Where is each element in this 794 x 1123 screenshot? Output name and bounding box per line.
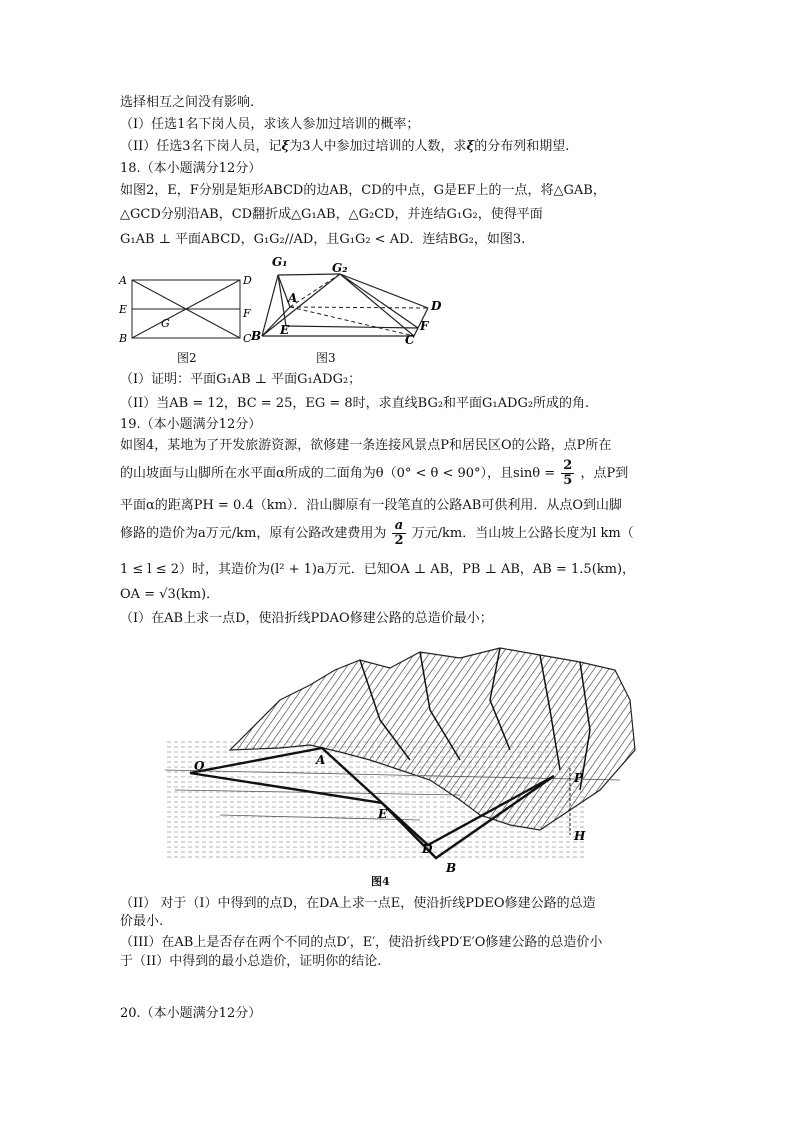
label-a: A	[119, 274, 127, 287]
q18-text-1: 如图2，E，F分别是矩形ABCD的边AB，CD的中点，G是EF上的一点，将△GAB，	[120, 183, 606, 198]
label-b: B	[119, 332, 128, 345]
label-g: G	[161, 317, 170, 330]
label-p: P	[574, 771, 584, 785]
q19-text-4-a: 修路的造价为a万元/km，原有公路改建费用为	[120, 526, 387, 541]
label-c: C	[405, 333, 415, 347]
xi-symbol: ξ	[466, 139, 475, 154]
figure-4-caption: 图4	[371, 875, 390, 888]
label-g2: G₂	[332, 261, 348, 275]
q18-part2: （II）当AB = 12，BC = 25，EG = 8时，求直线BG₂和平面G₁ADG₂所成的角.	[120, 396, 590, 411]
q19-text-5: 1 ≤ l ≤ 2）时，其造价为(l² + 1)a万元．已知OA ⊥ AB，PB ⊥ AB，AB = 1.5(km)，	[120, 562, 636, 577]
q19-text-4-b: 万元/km．当山坡上公路长度为l km（	[411, 526, 634, 541]
label-b: B	[251, 329, 262, 343]
label-h: H	[574, 829, 586, 843]
q19-text-6: OA = √3(km)．	[120, 587, 220, 602]
q17-part2-a: （II）任选3名下岗人员，记	[120, 139, 282, 154]
q19-part2-b: 价最小.	[120, 914, 164, 929]
figure-2-caption: 图2	[177, 351, 197, 365]
figure-2	[115, 268, 255, 350]
label-f: F	[420, 319, 429, 333]
q19-part3-b: 于（II）中得到的最小总造价，证明你的结论.	[120, 954, 382, 969]
q19-text-2-b: ，点P到	[580, 466, 629, 481]
label-e: E	[280, 323, 290, 337]
label-g1: G₁	[272, 255, 288, 269]
q19-part1: （I）在AB上求一点D，使沿折线PDAO修建公路的总造价最小；	[120, 611, 493, 626]
q18-heading: 18.（本小题满分12分）	[120, 161, 262, 176]
q18-part1: （I）证明：平面G₁AB ⊥ 平面G₁ADG₂；	[120, 372, 362, 387]
label-d: D	[243, 274, 252, 287]
label-o: O	[194, 759, 205, 773]
q17-part1: （I）任选1名下岗人员，求该人参加过培训的概率；	[120, 117, 420, 132]
q19-part3-a: （III）在AB上是否存在两个不同的点D′，E′，使沿折线PD′E′O修建公路的总造价小	[120, 935, 603, 950]
label-a: A	[288, 291, 298, 305]
q19-text-2	[120, 458, 628, 490]
label-a: A	[316, 753, 326, 767]
fraction-sin	[561, 459, 574, 488]
label-d: D	[431, 299, 442, 313]
q19-part2-a: （II） 对于（I）中得到的点D，在DA上求一点E，使沿折线PDEO修建公路的总造	[120, 896, 596, 911]
label-d: D	[422, 842, 433, 856]
q19-text-3: 平面α的距离PH = 0.4（km）．沿山脚原有一段笔直的公路AB可供利用．从点O到山脚	[120, 498, 622, 513]
xi-symbol: ξ	[281, 139, 290, 154]
figure-3	[248, 252, 458, 352]
fraction-denominator: 5	[563, 473, 573, 488]
fraction-numerator: a	[394, 518, 404, 533]
q18-text-2: △GCD分别沿AB，CD翻折成△G₁AB，△G₂CD，并连结G₁G₂，使得平面	[120, 207, 543, 222]
figure-3-caption: 图3	[316, 351, 336, 365]
q19-text-4	[120, 518, 634, 550]
fraction-a-half	[392, 519, 405, 548]
figure-4	[160, 640, 640, 890]
q17-part2-b: 为3人中参加过培训的人数，求	[289, 139, 467, 154]
label-c: C	[243, 332, 252, 345]
q20-heading: 20.（本小题满分12分）	[120, 1006, 262, 1021]
label-e: E	[119, 303, 128, 316]
q19-text-1: 如图4，某地为了开发旅游资源，欲修建一条连接风景点P和居民区O的公路，点P所在	[120, 438, 612, 453]
q18-text-3: G₁AB ⊥ 平面ABCD，G₁G₂//AD，且G₁G₂ < AD．连结BG₂，如图3.	[120, 232, 526, 247]
q19-text-2-a: 的山坡面与山脚所在水平面α所成的二面角为θ（0° < θ < 90°），且sinθ =	[120, 466, 556, 481]
label-f: F	[243, 307, 251, 320]
text-line: 选择相互之间没有影响.	[120, 95, 255, 110]
q17-part2-c: 的分布列和期望.	[474, 139, 570, 154]
fraction-numerator: 2	[563, 458, 573, 473]
label-e: E	[378, 807, 388, 821]
q17-part2	[120, 138, 569, 156]
fraction-denominator: 2	[394, 533, 404, 548]
label-b: B	[446, 861, 457, 875]
q19-heading: 19.（本小题满分12分）	[120, 417, 262, 432]
